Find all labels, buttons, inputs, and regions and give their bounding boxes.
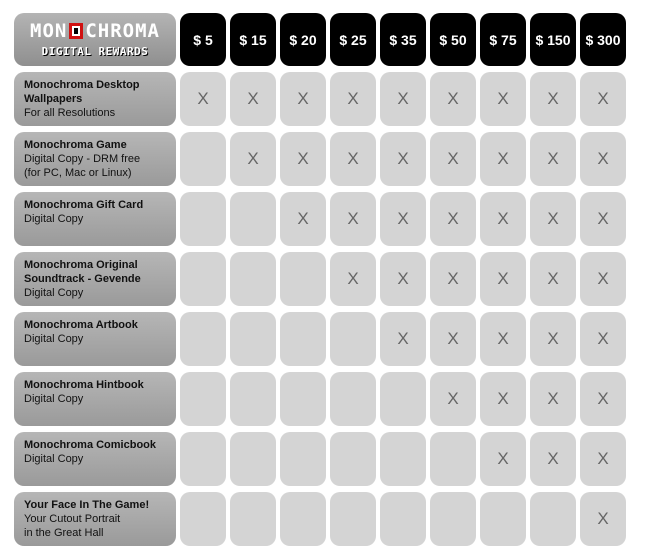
logo — [14, 13, 176, 66]
tier-cell — [180, 312, 226, 366]
tier-cell: X — [530, 432, 576, 486]
reward-detail: Your Cutout Portrait — [24, 513, 121, 525]
tier-cell: X — [380, 312, 426, 366]
tier-cell: X — [530, 72, 576, 126]
tier-cell: X — [530, 312, 576, 366]
reward-detail: in the Great Hall — [24, 527, 104, 539]
tier-cell — [480, 492, 526, 546]
tier-cell — [230, 492, 276, 546]
tier-cell: X — [430, 72, 476, 126]
tier-cell — [230, 192, 276, 246]
tier-cell: X — [380, 252, 426, 306]
tier-cell — [280, 492, 326, 546]
tier-cell: X — [380, 192, 426, 246]
tier-cell — [180, 372, 226, 426]
tier-cell: X — [580, 192, 626, 246]
tier-cell: X — [430, 312, 476, 366]
tier-cell — [230, 432, 276, 486]
reward-name: Monochroma Desktop Wallpapers — [24, 79, 140, 105]
tier-cell: X — [480, 312, 526, 366]
reward-detail: Digital Copy - DRM free — [24, 153, 141, 165]
tier-cell: X — [230, 132, 276, 186]
tier-cell: X — [330, 72, 376, 126]
price-header: $ 35 — [380, 13, 426, 66]
tier-cell: X — [330, 132, 376, 186]
tier-cell: X — [330, 252, 376, 306]
reward-label — [14, 72, 176, 126]
tier-cell: X — [230, 72, 276, 126]
tier-cell: X — [430, 132, 476, 186]
tier-cell — [380, 492, 426, 546]
tier-cell: X — [580, 72, 626, 126]
tier-cell — [230, 312, 276, 366]
tier-cell: X — [530, 252, 576, 306]
tier-cell — [180, 132, 226, 186]
reward-label — [14, 492, 176, 546]
reward-label — [14, 372, 176, 426]
price-header: $ 300 — [580, 13, 626, 66]
rewards-table — [14, 13, 626, 546]
reward-name: Your Face In The Game! — [24, 499, 150, 511]
tier-cell: X — [480, 192, 526, 246]
reward-label — [14, 132, 176, 186]
tier-cell: X — [280, 132, 326, 186]
reward-detail: Digital Copy — [24, 393, 84, 405]
tier-cell — [430, 432, 476, 486]
tier-cell: X — [280, 72, 326, 126]
tier-cell: X — [530, 372, 576, 426]
price-header: $ 50 — [430, 13, 476, 66]
tier-cell: X — [580, 492, 626, 546]
tier-cell: X — [480, 132, 526, 186]
price-header: $ 150 — [530, 13, 576, 66]
reward-detail: Digital Copy — [24, 213, 84, 225]
tier-cell: X — [530, 192, 576, 246]
tier-cell: X — [430, 372, 476, 426]
tier-cell — [530, 492, 576, 546]
reward-name: Monochroma Hintbook — [24, 379, 144, 391]
tier-cell: X — [430, 192, 476, 246]
tier-cell: X — [330, 192, 376, 246]
tier-cell — [180, 492, 226, 546]
tier-cell: X — [430, 252, 476, 306]
tier-cell: X — [480, 372, 526, 426]
reward-detail: Digital Copy — [24, 453, 84, 465]
tier-cell: X — [280, 192, 326, 246]
reward-label — [14, 312, 176, 366]
tier-cell: X — [580, 372, 626, 426]
tier-cell — [280, 312, 326, 366]
tier-cell: X — [480, 72, 526, 126]
tier-cell — [330, 492, 376, 546]
price-header: $ 15 — [230, 13, 276, 66]
price-header: $ 20 — [280, 13, 326, 66]
tier-cell — [230, 372, 276, 426]
tier-cell — [330, 312, 376, 366]
reward-detail: For all Resolutions — [24, 107, 116, 119]
reward-name: Monochroma Original Soundtrack - Gevende — [24, 259, 141, 285]
reward-label — [14, 432, 176, 486]
tier-cell — [280, 432, 326, 486]
tier-cell — [180, 252, 226, 306]
tier-cell: X — [480, 432, 526, 486]
tier-cell — [230, 252, 276, 306]
logo-wordmark — [30, 21, 160, 41]
logo-text-right: CHROMA — [85, 20, 160, 42]
price-header: $ 25 — [330, 13, 376, 66]
reward-label — [14, 252, 176, 306]
logo-subtitle: DIGITAL REWARDS — [41, 45, 149, 58]
logo-square-icon — [69, 23, 83, 39]
tier-cell: X — [580, 312, 626, 366]
tier-cell — [180, 192, 226, 246]
tier-cell: X — [580, 132, 626, 186]
tier-cell: X — [530, 132, 576, 186]
logo-text-left: MON — [30, 20, 68, 42]
price-header: $ 75 — [480, 13, 526, 66]
tier-cell: X — [480, 252, 526, 306]
tier-cell — [330, 372, 376, 426]
tier-cell — [330, 432, 376, 486]
reward-name: Monochroma Comicbook — [24, 439, 157, 451]
tier-cell — [180, 432, 226, 486]
reward-detail: Digital Copy — [24, 333, 84, 345]
tier-cell: X — [180, 72, 226, 126]
tier-cell: X — [580, 432, 626, 486]
tier-cell: X — [380, 72, 426, 126]
reward-detail: (for PC, Mac or Linux) — [24, 167, 132, 179]
tier-cell — [430, 492, 476, 546]
price-header: $ 5 — [180, 13, 226, 66]
reward-name: Monochroma Game — [24, 139, 127, 151]
tier-cell — [380, 372, 426, 426]
reward-name: Monochroma Artbook — [24, 319, 138, 331]
tier-cell — [280, 372, 326, 426]
reward-name: Monochroma Gift Card — [24, 199, 144, 211]
tier-cell: X — [380, 132, 426, 186]
reward-label — [14, 192, 176, 246]
tier-cell — [280, 252, 326, 306]
tier-cell: X — [580, 252, 626, 306]
reward-detail: Digital Copy — [24, 287, 84, 299]
tier-cell — [380, 432, 426, 486]
